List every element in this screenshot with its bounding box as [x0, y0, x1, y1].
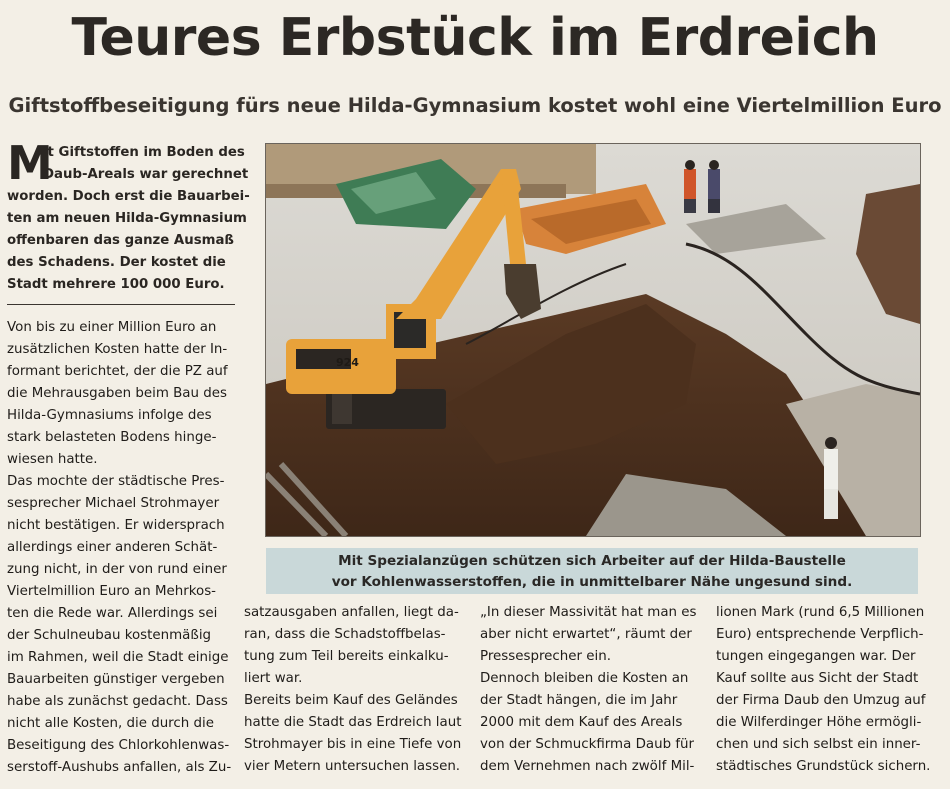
text-line: Dennoch bleiben die Kosten an [480, 671, 689, 686]
article-column-1 [7, 317, 237, 779]
text-line: der Schulneubau kostenmäßig [7, 628, 212, 643]
text-line: Pressesprecher ein. [480, 649, 611, 664]
text-line: nicht bestätigen. Er widersprach [7, 518, 225, 533]
construction-site-image [266, 144, 920, 536]
text-line: hatte die Stadt das Erdreich laut [244, 715, 462, 730]
text-line: serstoff-Aushubs anfallen, als Zu- [7, 760, 232, 775]
text-line: Das mochte der städtische Pres- [7, 474, 225, 489]
photo-caption [266, 548, 918, 594]
text-line: Euro) entsprechende Verpflich- [716, 627, 924, 642]
text-line: dem Vernehmen nach zwölf Mil- [480, 759, 695, 774]
article-column-4 [716, 602, 944, 778]
text-line: habe als zunächst gedacht. Dass [7, 694, 228, 709]
lead-line: Stadt mehrere 100 000 Euro. [7, 277, 225, 292]
text-line: formant berichtet, der die PZ auf [7, 364, 228, 379]
construction-site-photo [265, 143, 921, 537]
text-line: zung nicht, in der von rund einer [7, 562, 227, 577]
text-line: nicht alle Kosten, die durch die [7, 716, 214, 731]
lead-line: worden. Doch erst die Bauarbei- [7, 189, 250, 204]
text-line: satzausgaben anfallen, liegt da- [244, 605, 459, 620]
headline: Teures Erbstück im Erdreich [71, 8, 879, 68]
lead-line: des Schadens. Der kostet die [7, 255, 226, 270]
lead-line: offenbaren das ganze Ausmaß [7, 233, 234, 248]
text-line: Kauf sollte aus Sicht der Stadt [716, 671, 919, 686]
article-column-2 [244, 602, 472, 778]
lead-line: ten am neuen Hilda-Gymnasium [7, 211, 247, 226]
text-line: tungen eingegangen war. Der [716, 649, 916, 664]
subheadline: Giftstoffbeseitigung fürs neue Hilda-Gymnasium kostet wohl eine Viertelmillion Euro [8, 94, 942, 117]
text-line: tung zum Teil bereits einkalku- [244, 649, 449, 664]
text-line: von der Schmuckfirma Daub für [480, 737, 695, 752]
lead-line: it Giftstoffen im Boden des [43, 145, 245, 160]
text-line: liert war. [244, 671, 303, 686]
text-line: die Mehrausgaben beim Bau des [7, 386, 227, 401]
text-line: wiesen hatte. [7, 452, 98, 467]
text-line: Bauarbeiten günstiger vergeben [7, 672, 225, 687]
text-line: chen und sich selbst ein inner- [716, 737, 921, 752]
lead-line: Daub-Areals war gerechnet [43, 167, 249, 182]
text-line: Bereits beim Kauf des Geländes [244, 693, 458, 708]
caption-line: Mit Spezialanzügen schützen sich Arbeiter auf der Hilda-Baustelle [338, 553, 846, 569]
text-line: Strohmayer bis in eine Tiefe von [244, 737, 462, 752]
text-line: im Rahmen, weil die Stadt einige [7, 650, 229, 665]
lead-divider [7, 304, 235, 305]
text-line: Von bis zu einer Million Euro an [7, 320, 217, 335]
text-line: der Firma Daub den Umzug auf [716, 693, 926, 708]
text-line: ten die Rede war. Allerdings sei [7, 606, 218, 621]
text-line: lionen Mark (rund 6,5 Millionen [716, 605, 925, 620]
text-line: „In dieser Massivität hat man es [480, 605, 697, 620]
text-line: stark belasteten Bodens hinge- [7, 430, 217, 445]
text-line: 2000 mit dem Kauf des Areals [480, 715, 683, 730]
excavator-label: 924 [336, 356, 359, 369]
caption-line: vor Kohlenwasserstoffen, die in unmittelbarer Nähe ungesund sind. [331, 574, 853, 590]
text-line: städtisches Grundstück sichern. [716, 759, 931, 774]
text-line: die Wilferdinger Höhe ermögli- [716, 715, 922, 730]
text-line: aber nicht erwartet“, räumt der [480, 627, 692, 642]
drop-cap: M [7, 136, 53, 190]
text-line: sesprecher Michael Strohmayer [7, 496, 220, 511]
text-line: allerdings einer anderen Schät- [7, 540, 218, 555]
lead-paragraph [7, 136, 250, 296]
text-line: Viertelmillion Euro an Mehrkos- [7, 584, 217, 599]
text-line: der Stadt hängen, die im Jahr [480, 693, 678, 708]
text-line: ran, dass die Schadstoffbelas- [244, 627, 446, 642]
text-line: Hilda-Gymnasiums infolge des [7, 408, 212, 423]
article-column-3 [480, 602, 708, 778]
text-line: vier Metern untersuchen lassen. [244, 759, 461, 774]
text-line: Beseitigung des Chlorkohlenwas- [7, 738, 230, 753]
text-line: zusätzlichen Kosten hatte der In- [7, 342, 228, 357]
